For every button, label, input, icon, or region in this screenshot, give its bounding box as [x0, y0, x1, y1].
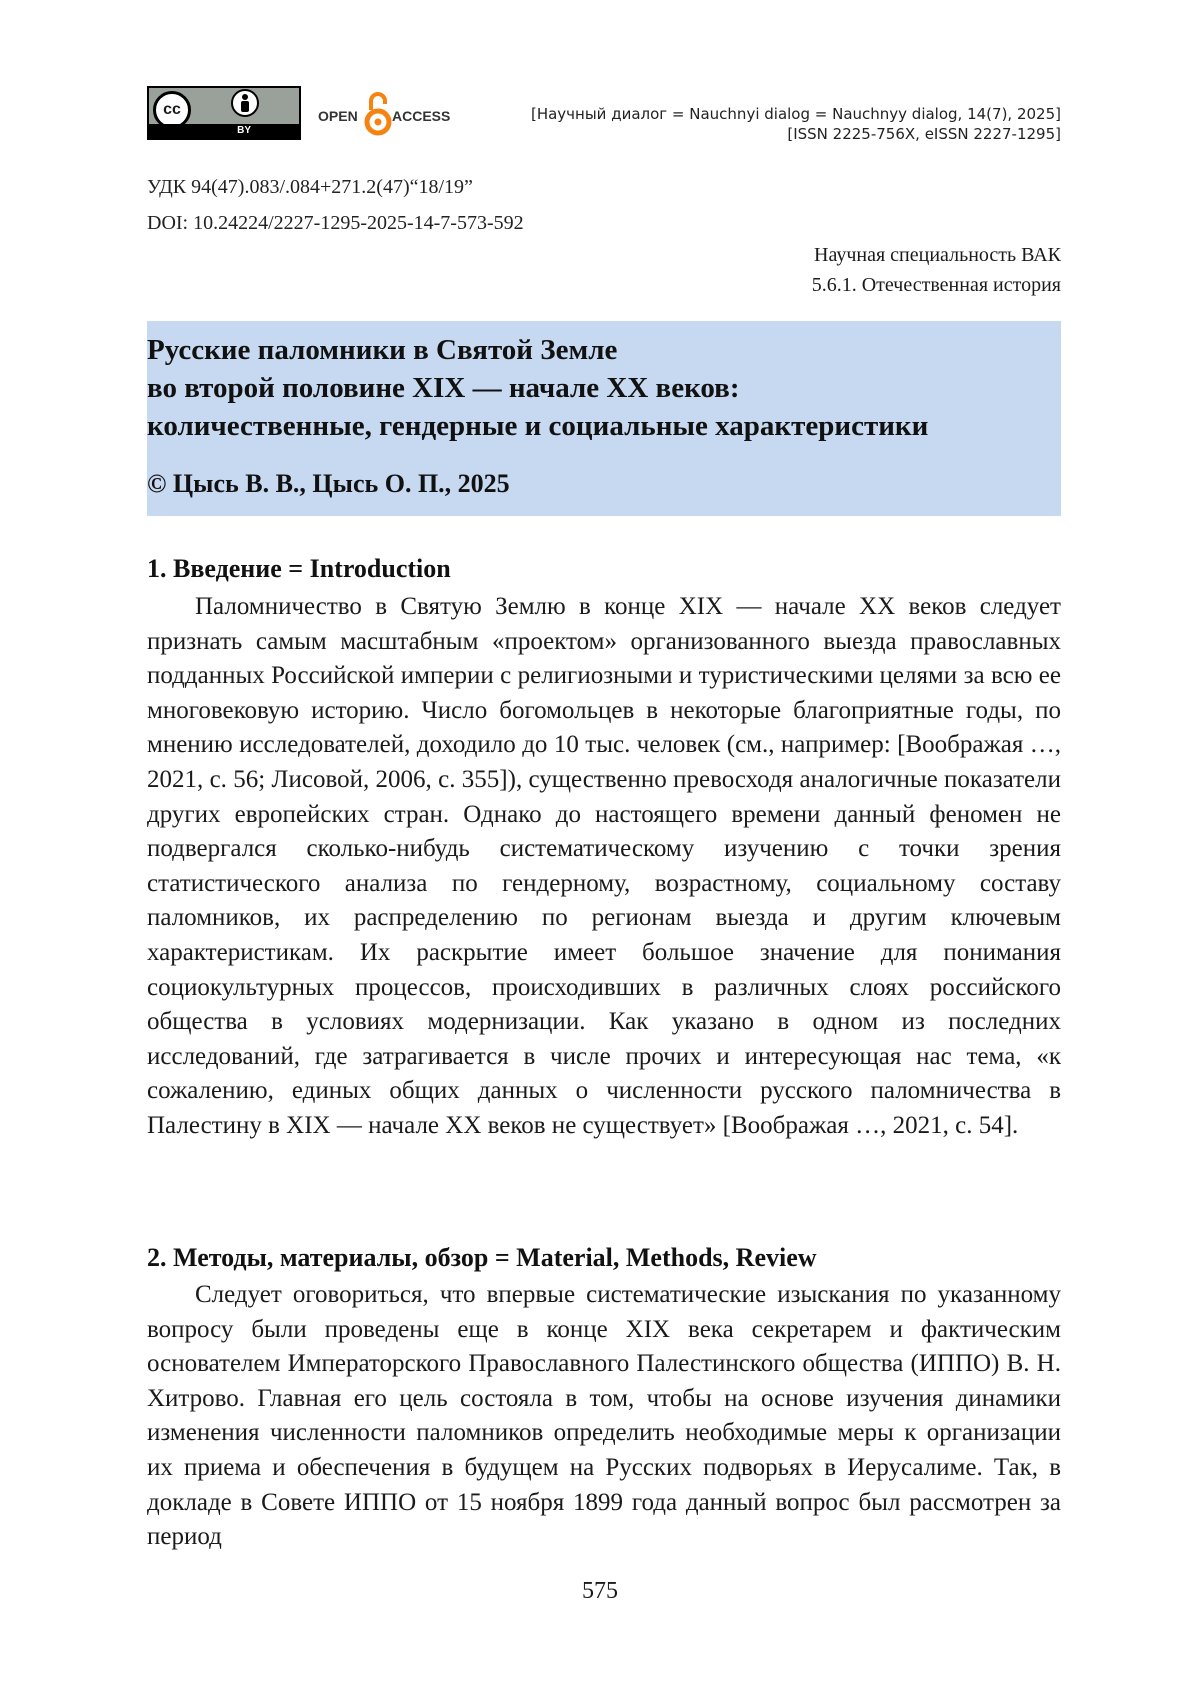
title-block: [147, 321, 1061, 516]
open-access-text-open: OPEN: [318, 108, 358, 124]
journal-citation: [Научный диалог = Nauchnyi dialog = Nauchnyy dialog, 14(7), 2025]: [530, 105, 1061, 123]
creative-commons-icon: cc: [153, 91, 191, 129]
paragraph-introduction: Паломничество в Святую Землю в конце XIX — начале XX веков следует признать самым масштабным «проектом» организованного выезда православных подданных Российской империи с религиозными и туристическими целями за всю ее многовековую историю. Число богомольцев в некоторые благоприятные годы, по мнению исследователей, доходило до 10 тыс. человек (см., например: [Воображая …, 2021, с. 56; Лисовой, 2006, с. 355]), существенно превосходя аналогичные показатели других европейских стран. Однако до настоящего времени данный феномен не подвергался сколько-нибудь систематическому изучению с точки зрения статистического анализа по гендерному, возрастному, социальному составу паломников, их распределению по регионам выезда и другим ключевым характеристикам. Их раскрытие имеет большое значение для понимания социокультурных процессов, происходивших в различных слоях российского общества в условиях модернизации. Как указано в одном из последних исследований, где затрагивается в числе прочих и интересующая нас тема, «к сожалению, единых общих данных о численности русского паломничества в Палестину в XIX — начале XX веков не существует» [Воображая …, 2021, с. 54].: [147, 593, 1061, 1139]
attribution-person-icon: [231, 89, 259, 117]
paragraph-methods: Следует оговориться, что впервые систематические изыскания по указанному вопросу были проведены еще в конце XIX века секретарем и фактическим основателем Императорского Православного Палестинского общества (ИППО) В. Н. Хитрово. Главная его цель состояла в том, чтобы на основе изучения динамики изменения численности паломников определить необходимые меры к организации их приема и обеспечения в будущем на Русских подворьях в Иерусалиме. Так, в докладе в Совете ИППО от 15 ноября 1899 года данный вопрос был рассмотрен за период: [147, 1281, 1061, 1551]
journal-issn: [ISSN 2225-756X, eISSN 2227-1295]: [787, 125, 1061, 143]
specialty-label: Научная специальность ВАК: [814, 244, 1061, 266]
open-access-text-access: ACCESS: [392, 108, 451, 124]
section-heading-methods: 2. Методы, материалы, обзор = Material, Methods, Review: [147, 1243, 817, 1272]
doi: DOI: 10.24224/2227-1295-2025-14-7-573-592: [147, 212, 524, 234]
section-heading-introduction: 1. Введение = Introduction: [147, 554, 451, 583]
udk-code: УДК 94(47).083/.084+271.2(47)“18/19”: [147, 176, 473, 198]
open-access-lock-icon: [364, 90, 392, 138]
page-number: 575: [582, 1578, 618, 1604]
cc-by-license-badge: [147, 86, 301, 140]
specialty-value: 5.6.1. Отечественная история: [811, 274, 1061, 296]
vak-specialty: [812, 240, 1061, 300]
journal-reference: [531, 104, 1061, 144]
license-label: BY: [149, 124, 299, 138]
authors-copyright: © Цысь В. В., Цысь О. П., 2025: [147, 469, 510, 498]
article-title: [147, 331, 928, 445]
title-line: количественные, гендерные и социальные характеристики: [147, 410, 929, 442]
title-line: Русские паломники в Святой Земле: [147, 334, 618, 366]
title-line: во второй половине XIX — начале XX веков:: [147, 372, 740, 404]
